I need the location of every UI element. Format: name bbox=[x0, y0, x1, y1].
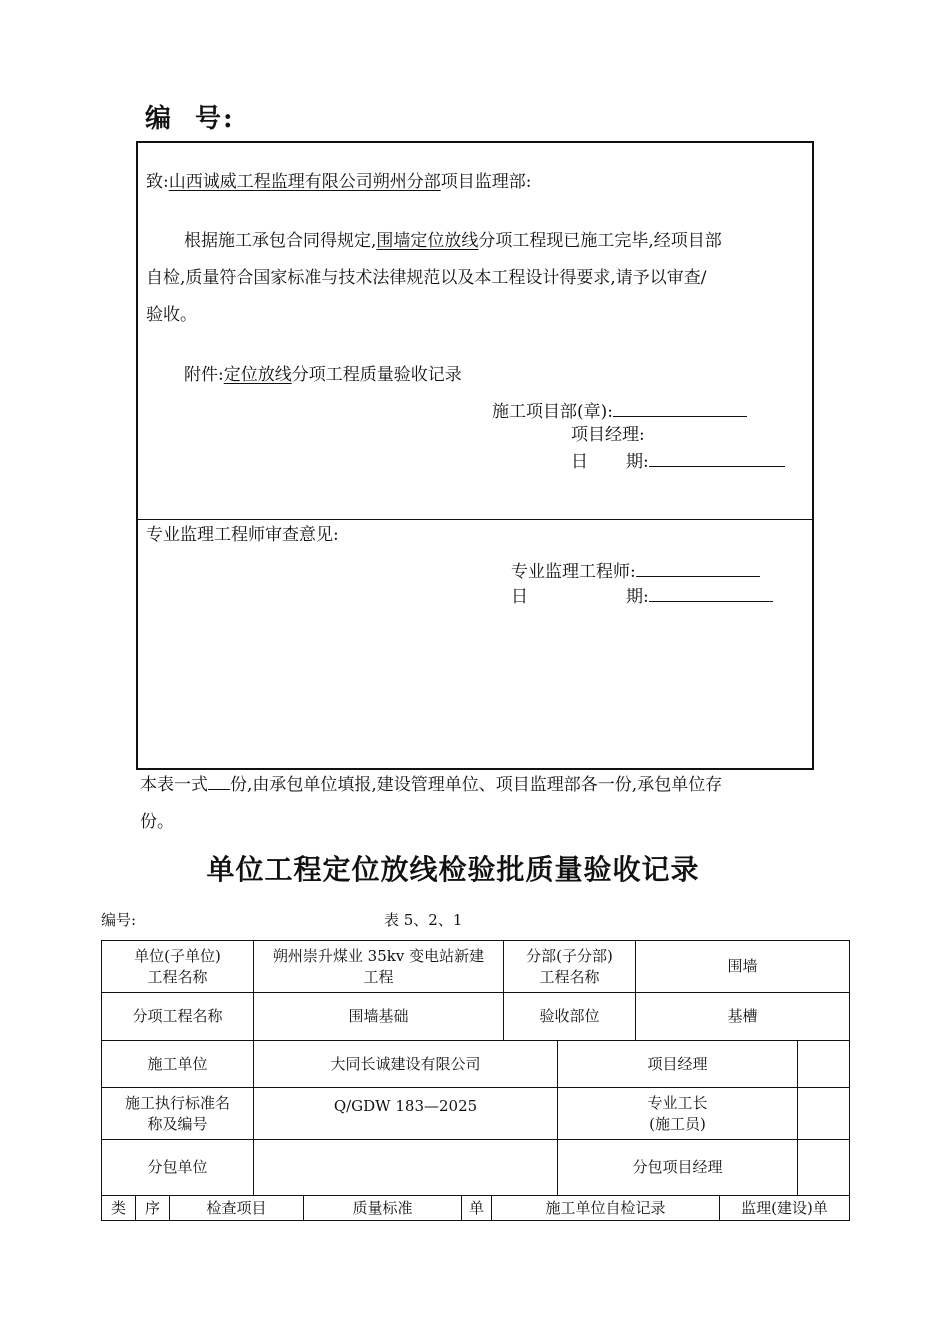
date-blank[interactable] bbox=[649, 450, 785, 467]
body-line-1: 根据施工承包合同得规定,围墙定位放线分项工程现已施工完毕,经项目部 bbox=[184, 231, 722, 251]
attachment-line: 附件:定位放线分项工程质量验收记录 bbox=[184, 365, 462, 385]
subcontractor-value[interactable] bbox=[254, 1140, 558, 1196]
project-manager-value[interactable] bbox=[798, 1041, 850, 1088]
table-row bbox=[102, 1140, 850, 1196]
body-line-2: 自检,质量符合国家标准与技术法律规范以及本工程设计得要求,请予以审查/ bbox=[146, 268, 707, 288]
table-header-row bbox=[102, 1196, 850, 1221]
frame-divider bbox=[136, 519, 814, 520]
table-row bbox=[102, 1088, 850, 1140]
record-number-label: 编号: bbox=[101, 911, 137, 929]
seal-blank[interactable] bbox=[613, 400, 747, 417]
builder-label: 施工单位 bbox=[102, 1041, 254, 1088]
body-line-3: 验收。 bbox=[146, 305, 197, 325]
standard-label: 施工执行标准名 称及编号 bbox=[102, 1088, 254, 1140]
project-item-name: 围墙定位放线 bbox=[376, 231, 479, 251]
sub-item-value[interactable]: 围墙基础 bbox=[254, 993, 504, 1041]
form-number-heading: 编 号: bbox=[145, 104, 235, 134]
col-quality-standard: 质量标准 bbox=[304, 1196, 462, 1221]
acceptance-part-label: 验收部位 bbox=[504, 993, 636, 1041]
review-opinion-label: 专业监理工程师审查意见: bbox=[146, 525, 339, 545]
supervisor-company: 山西诚威工程监理有限公司朔州分部 bbox=[168, 172, 441, 192]
builder-value[interactable]: 大同长诚建设有限公司 bbox=[254, 1041, 558, 1088]
sign-date: 日 期: bbox=[571, 450, 785, 472]
unit-name-label: 单位(子单位) 工程名称 bbox=[102, 941, 254, 993]
inspection-header-table bbox=[101, 1195, 850, 1221]
foreman-label: 专业工长 (施工员) bbox=[558, 1088, 798, 1140]
record-info-table bbox=[101, 940, 850, 1196]
col-supervisor: 监理(建设)单 bbox=[720, 1196, 850, 1221]
addressee-line: 致:山西诚威工程监理有限公司朔州分部项目监理部: bbox=[146, 172, 532, 192]
part-name-value[interactable]: 围墙 bbox=[636, 941, 850, 993]
sub-item-label: 分项工程名称 bbox=[102, 993, 254, 1041]
col-category: 类 bbox=[102, 1196, 136, 1221]
project-manager-label: 项目经理 bbox=[558, 1041, 798, 1088]
supervising-engineer-sign: 专业监理工程师: bbox=[511, 560, 760, 582]
col-check-item: 检查项目 bbox=[170, 1196, 304, 1221]
table-row bbox=[102, 993, 850, 1041]
foreman-value[interactable] bbox=[798, 1088, 850, 1140]
construction-dept-seal: 施工项目部(章): bbox=[492, 400, 747, 422]
part-name-label: 分部(子分部) 工程名称 bbox=[504, 941, 636, 993]
table-row bbox=[102, 1041, 850, 1088]
sub-project-manager-value[interactable] bbox=[798, 1140, 850, 1196]
review-date-blank[interactable] bbox=[649, 585, 773, 602]
col-unit: 单 bbox=[462, 1196, 492, 1221]
sub-project-manager-label: 分包项目经理 bbox=[558, 1140, 798, 1196]
review-date: 日 期: bbox=[511, 585, 773, 607]
copies-note-line2: 份。 bbox=[140, 812, 174, 832]
table-row bbox=[102, 941, 850, 993]
copies-blank[interactable] bbox=[208, 773, 230, 790]
standard-value[interactable]: Q/GDW 183—2025 bbox=[254, 1088, 558, 1140]
copies-note-line1: 本表一式 份,由承包单位填报,建设管理单位、项目监理部各一份,承包单位存 bbox=[140, 775, 723, 795]
record-title: 单位工程定位放线检验批质量验收记录 bbox=[206, 853, 700, 886]
engineer-blank[interactable] bbox=[636, 560, 760, 577]
project-manager-sign: 项目经理: bbox=[571, 425, 645, 445]
subcontractor-label: 分包单位 bbox=[102, 1140, 254, 1196]
col-seq: 序 bbox=[136, 1196, 170, 1221]
table-number: 表 5、2、1 bbox=[384, 911, 463, 929]
acceptance-part-value[interactable]: 基槽 bbox=[636, 993, 850, 1041]
col-self-check: 施工单位自检记录 bbox=[492, 1196, 720, 1221]
unit-name-value[interactable]: 朔州崇升煤业 35kv 变电站新建 工程 bbox=[254, 941, 504, 993]
